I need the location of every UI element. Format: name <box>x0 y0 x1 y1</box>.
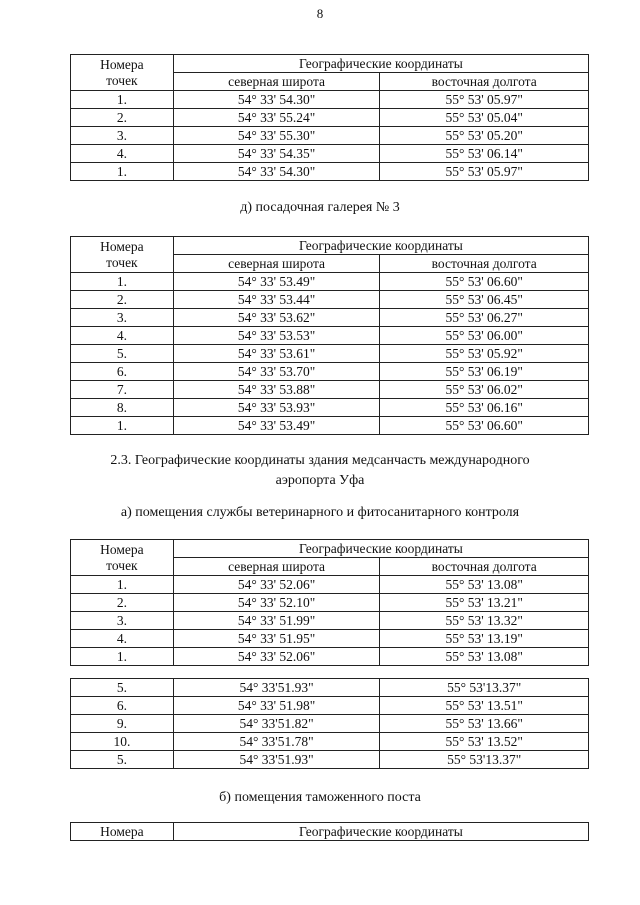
table-row <box>71 751 589 769</box>
latitude-cell: 54° 33' 53.49" <box>173 417 380 435</box>
table-row <box>71 576 589 594</box>
longitude-cell: 55° 53' 13.08" <box>380 576 589 594</box>
table-row <box>71 612 589 630</box>
longitude-cell: 55° 53' 13.08" <box>380 648 589 666</box>
longitude-cell: 55° 53' 13.21" <box>380 594 589 612</box>
latitude-cell: 54° 33' 53.88" <box>173 381 380 399</box>
coordinates-table-1 <box>70 54 589 181</box>
coordinates-table-2 <box>70 236 589 435</box>
table-row <box>71 630 589 648</box>
longitude-cell: 55° 53' 05.97" <box>380 163 589 181</box>
latitude-cell: 54° 33' 55.30" <box>173 127 380 145</box>
longitude-header: восточная долгота <box>380 558 589 576</box>
latitude-cell: 54° 33' 51.95" <box>173 630 380 648</box>
geo-coordinates-header: Географические координаты <box>173 540 588 558</box>
longitude-cell: 55° 53' 06.14" <box>380 145 589 163</box>
latitude-cell: 54° 33'51.78" <box>173 733 380 751</box>
latitude-cell: 54° 33' 53.62" <box>173 309 380 327</box>
latitude-cell: 54° 33' 51.98" <box>173 697 380 715</box>
point-number: 3. <box>71 127 174 145</box>
longitude-cell: 55° 53'13.37" <box>380 751 589 769</box>
point-number: 6. <box>71 363 174 381</box>
latitude-cell: 54° 33' 54.30" <box>173 91 380 109</box>
point-number: 3. <box>71 612 174 630</box>
point-number: 5. <box>71 345 174 363</box>
latitude-cell: 54° 33' 51.99" <box>173 612 380 630</box>
table-row <box>71 594 589 612</box>
table-row <box>71 91 589 109</box>
table-row <box>71 127 589 145</box>
point-number: 2. <box>71 291 174 309</box>
longitude-cell: 55° 53' 13.51" <box>380 697 589 715</box>
latitude-cell: 54° 33' 53.49" <box>173 273 380 291</box>
point-number: 9. <box>71 715 174 733</box>
point-number: 1. <box>71 648 174 666</box>
caption-veterinary-control: а) помещения службы ветеринарного и фитосанитарного контроля <box>120 505 520 520</box>
points-header: Номера <box>71 823 174 841</box>
latitude-cell: 54° 33' 53.44" <box>173 291 380 309</box>
longitude-cell: 55° 53' 06.16" <box>380 399 589 417</box>
latitude-cell: 54° 33' 52.06" <box>173 576 380 594</box>
caption-customs-post: б) помещения таможенного поста <box>219 790 421 805</box>
longitude-cell: 55° 53' 05.20" <box>380 127 589 145</box>
table-row <box>71 145 589 163</box>
point-number: 4. <box>71 327 174 345</box>
points-header: Номера точек <box>71 237 174 273</box>
page-number: 8 <box>316 6 324 21</box>
point-number: 6. <box>71 697 174 715</box>
latitude-header: северная широта <box>173 73 380 91</box>
coordinates-table-5 <box>70 822 589 841</box>
latitude-cell: 54° 33' 53.70" <box>173 363 380 381</box>
latitude-header: северная широта <box>173 255 380 273</box>
point-number: 5. <box>71 751 174 769</box>
latitude-cell: 54° 33' 52.10" <box>173 594 380 612</box>
longitude-cell: 55° 53' 05.92" <box>380 345 589 363</box>
latitude-cell: 54° 33'51.82" <box>173 715 380 733</box>
latitude-cell: 54° 33' 53.53" <box>173 327 380 345</box>
point-number: 4. <box>71 145 174 163</box>
table-row <box>71 417 589 435</box>
longitude-header: восточная долгота <box>380 73 589 91</box>
latitude-header: северная широта <box>173 558 380 576</box>
table-row <box>71 109 589 127</box>
latitude-cell: 54° 33' 53.61" <box>173 345 380 363</box>
table-row <box>71 381 589 399</box>
table-row <box>71 733 589 751</box>
point-number: 2. <box>71 594 174 612</box>
longitude-cell: 55° 53' 06.02" <box>380 381 589 399</box>
points-header: Номера точек <box>71 55 174 91</box>
latitude-cell: 54° 33'51.93" <box>173 679 380 697</box>
point-number: 8. <box>71 399 174 417</box>
longitude-cell: 55° 53' 06.00" <box>380 327 589 345</box>
latitude-cell: 54° 33' 54.35" <box>173 145 380 163</box>
point-number: 5. <box>71 679 174 697</box>
table-row <box>71 345 589 363</box>
points-header: Номера точек <box>71 540 174 576</box>
table-row <box>71 679 589 697</box>
latitude-cell: 54° 33'51.93" <box>173 751 380 769</box>
geo-coordinates-header: Географические координаты <box>173 55 588 73</box>
latitude-cell: 54° 33' 54.30" <box>173 163 380 181</box>
longitude-cell: 55° 53' 13.19" <box>380 630 589 648</box>
table-row <box>71 327 589 345</box>
table-row <box>71 163 589 181</box>
table-row <box>71 291 589 309</box>
table-row <box>71 697 589 715</box>
longitude-cell: 55° 53' 06.60" <box>380 417 589 435</box>
coordinates-table-4 <box>70 678 589 769</box>
point-number: 1. <box>71 417 174 435</box>
table-row <box>71 399 589 417</box>
latitude-cell: 54° 33' 52.06" <box>173 648 380 666</box>
geo-coordinates-header: Географические координаты <box>173 237 588 255</box>
longitude-cell: 55° 53' 06.60" <box>380 273 589 291</box>
table-row <box>71 715 589 733</box>
longitude-cell: 55° 53' 13.52" <box>380 733 589 751</box>
point-number: 1. <box>71 576 174 594</box>
longitude-cell: 55° 53' 05.97" <box>380 91 589 109</box>
point-number: 1. <box>71 163 174 181</box>
point-number: 7. <box>71 381 174 399</box>
longitude-cell: 55° 53' 06.45" <box>380 291 589 309</box>
longitude-cell: 55° 53' 13.66" <box>380 715 589 733</box>
point-number: 1. <box>71 273 174 291</box>
longitude-cell: 55° 53'13.37" <box>380 679 589 697</box>
longitude-cell: 55° 53' 05.04" <box>380 109 589 127</box>
point-number: 2. <box>71 109 174 127</box>
table-row <box>71 648 589 666</box>
longitude-header: восточная долгота <box>380 255 589 273</box>
caption-boarding-gallery: д) посадочная галерея № 3 <box>240 200 400 215</box>
longitude-cell: 55° 53' 06.27" <box>380 309 589 327</box>
geo-coordinates-header: Географические координаты <box>173 823 588 841</box>
coordinates-table-3 <box>70 539 589 666</box>
table-row <box>71 309 589 327</box>
table-row <box>71 363 589 381</box>
point-number: 1. <box>71 91 174 109</box>
latitude-cell: 54° 33' 55.24" <box>173 109 380 127</box>
section-title: 2.3. Географические координаты здания медсанчасть международного аэропорта Уфа <box>110 453 530 488</box>
point-number: 3. <box>71 309 174 327</box>
point-number: 10. <box>71 733 174 751</box>
longitude-cell: 55° 53' 13.32" <box>380 612 589 630</box>
latitude-cell: 54° 33' 53.93" <box>173 399 380 417</box>
longitude-cell: 55° 53' 06.19" <box>380 363 589 381</box>
point-number: 4. <box>71 630 174 648</box>
table-row <box>71 273 589 291</box>
